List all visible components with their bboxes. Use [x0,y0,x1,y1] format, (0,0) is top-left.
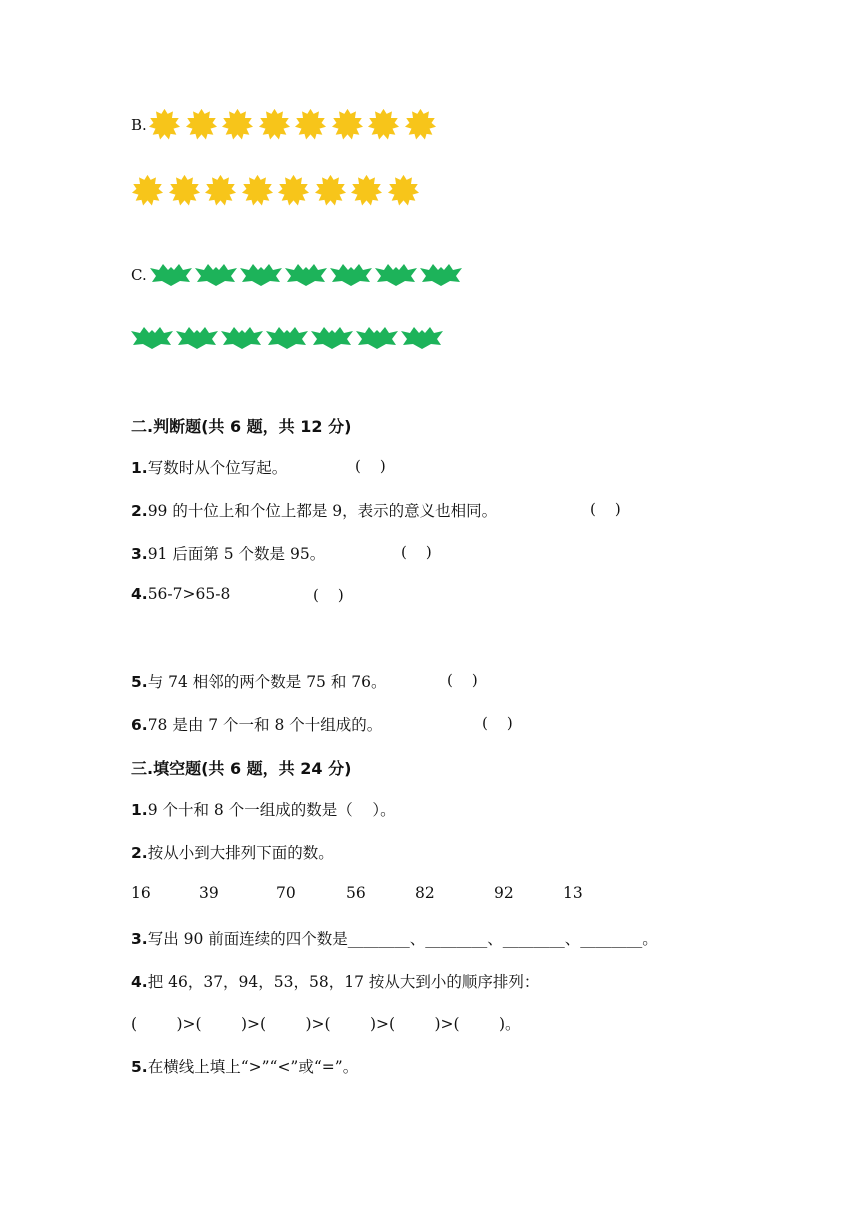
question-text: 99 的十位上和个位上都是 9，表示的意义也相同。 [147,502,498,520]
judge-question-6 [131,713,382,735]
number-0: 16 [131,884,151,902]
section-3-title: 三.填空题(共 6 题，共 24 分) [131,759,352,778]
answer-parentheses-1[interactable]: ( ) [355,457,386,475]
question-number: 2. [131,502,148,520]
question-text: 56-7>65-8 [147,585,231,603]
question-number: 6. [131,716,148,734]
fill-question-3 [131,927,658,949]
question-number: 5. [131,1058,148,1076]
sun-icon [404,108,437,141]
sun-icon [387,174,420,207]
leaf-icon [420,262,462,286]
sun-icon [350,174,383,207]
number-2: 70 [276,884,296,902]
leaf-icon [195,262,237,286]
sun-icon [314,174,347,207]
leaf-icon [266,325,308,349]
question-text: 把 46，37，94，53，58，17 按从大到小的顺序排列： [147,973,540,991]
sun-icon [331,108,364,141]
number-6: 13 [563,884,583,902]
question-number: 3. [131,930,148,948]
question-number: 5. [131,673,148,691]
sun-icon [221,108,254,141]
question-number: 1. [131,459,148,477]
ordering-answer-line[interactable]: ( )>( )>( )>( )>( )>( )。 [131,1015,521,1033]
section-2-title: 二.判断题(共 6 题，共 12 分) [131,417,352,436]
sun-icon [168,174,201,207]
leaf-icon [240,262,282,286]
question-text: 与 74 相邻的两个数是 75 和 76。 [147,673,387,691]
sun-icon [185,108,218,141]
number-4: 82 [415,884,435,902]
leaf-icon [375,262,417,286]
fill-question-4 [131,970,539,992]
option-c-label: C. [131,266,147,284]
fill-question-5 [131,1055,358,1077]
sun-icon [131,174,164,207]
question-number: 1. [131,801,148,819]
answer-parentheses-3[interactable]: ( ) [401,543,432,561]
leaf-icon [150,262,192,286]
judge-question-1 [131,456,287,478]
sun-icon [258,108,291,141]
option-b-row-2 [131,174,423,207]
leaf-icon [176,325,218,349]
sun-icon [241,174,274,207]
sun-icon [277,174,310,207]
question-text: 78 是由 7 个一和 8 个十组成的。 [147,716,383,734]
option-b-row-1 [148,108,440,141]
judge-question-4 [131,585,230,603]
leaf-icon [131,325,173,349]
leaf-icon [356,325,398,349]
question-text: 在横线上填上“>”“<”或“=”。 [147,1058,359,1076]
question-text: 写数时从个位写起。 [147,459,288,477]
answer-parentheses-6[interactable]: ( ) [482,714,513,732]
question-text: 9 个十和 8 个一组成的数是（ ）。 [147,801,396,819]
answer-parentheses-2[interactable]: ( ) [590,500,621,518]
leaf-icon [311,325,353,349]
question-number: 3. [131,545,148,563]
answer-parentheses-5[interactable]: ( ) [447,671,478,689]
question-number: 2. [131,844,148,862]
judge-question-2 [131,499,497,521]
leaf-icon [221,325,263,349]
leaf-icon [285,262,327,286]
sun-icon [148,108,181,141]
option-b-label: B. [131,116,147,134]
question-text: 91 后面第 5 个数是 95。 [147,545,326,563]
judge-question-3 [131,542,325,564]
fill-question-1 [131,798,396,820]
sun-icon [294,108,327,141]
judge-question-5 [131,670,387,692]
question-text: 按从小到大排列下面的数。 [147,844,334,862]
number-1: 39 [199,884,219,902]
number-5: 92 [494,884,514,902]
leaf-icon [330,262,372,286]
leaf-icon [401,325,443,349]
number-3: 56 [346,884,366,902]
question-number: 4. [131,585,148,603]
sun-icon [367,108,400,141]
answer-parentheses-4[interactable]: ( ) [313,586,344,604]
option-c-row-2 [131,325,446,349]
question-number: 4. [131,973,148,991]
option-c-row-1 [150,262,465,286]
question-text: 写出 90 前面连续的四个数是________、________、________、________。 [147,930,658,948]
sun-icon [204,174,237,207]
fill-question-2 [131,841,334,863]
